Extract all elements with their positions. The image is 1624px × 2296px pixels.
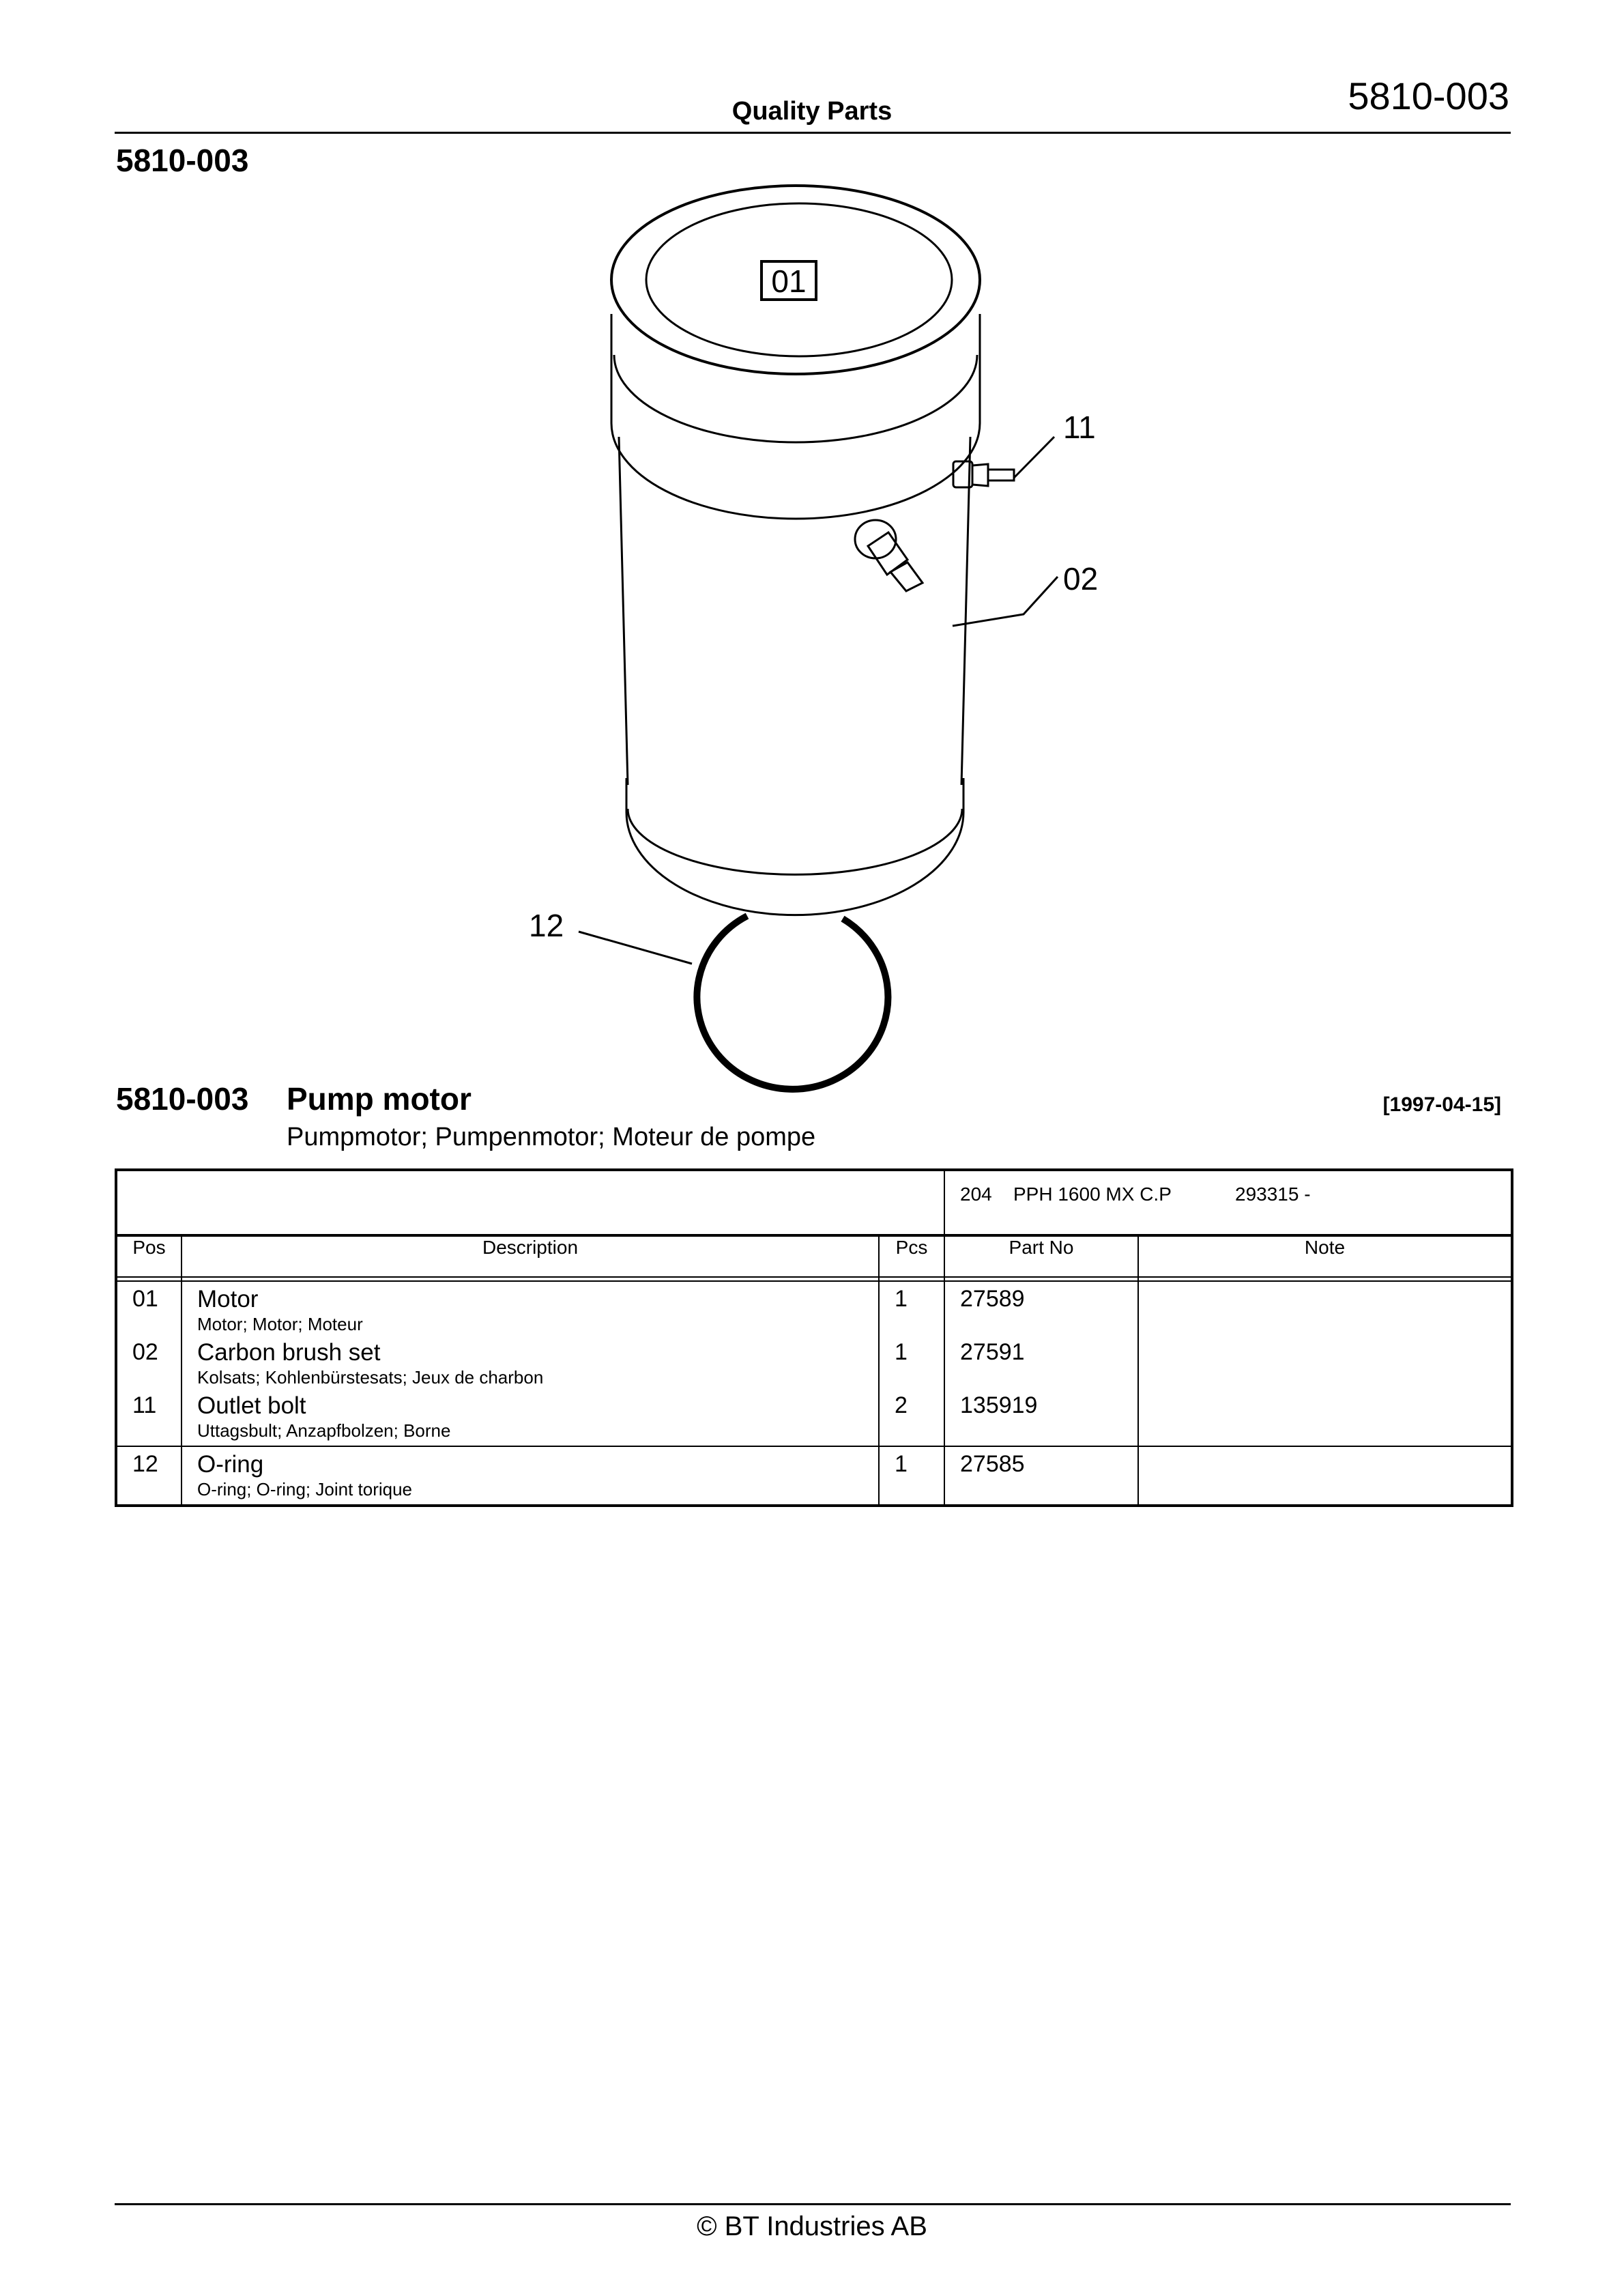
item-name: Outlet bolt bbox=[197, 1392, 306, 1419]
column-header-description: Description bbox=[182, 1235, 879, 1277]
item-note bbox=[1138, 1388, 1512, 1446]
table-row bbox=[116, 1388, 1512, 1446]
item-note bbox=[1138, 1281, 1512, 1335]
table-row bbox=[116, 1335, 1512, 1388]
callout-11: 11 bbox=[1063, 410, 1096, 445]
item-note bbox=[1138, 1335, 1512, 1388]
item-pcs: 1 bbox=[879, 1446, 944, 1506]
table-row bbox=[116, 1281, 1512, 1335]
item-name: O-ring bbox=[197, 1451, 264, 1478]
item-translations: Kolsats; Kohlenbürstesats; Jeux de charbon bbox=[197, 1367, 544, 1388]
page-code: 5810-003 bbox=[1348, 74, 1509, 117]
pump-motor-drawing bbox=[478, 174, 1099, 1061]
model-row bbox=[116, 1170, 1512, 1235]
item-pos: 01 bbox=[132, 1286, 158, 1312]
item-translations: Uttagsbult; Anzapfbolzen; Borne bbox=[197, 1420, 451, 1441]
column-header-pos: Pos bbox=[116, 1235, 182, 1277]
parts-table bbox=[115, 1168, 1513, 1507]
part-date: [1997-04-15] bbox=[1382, 1093, 1501, 1116]
item-note bbox=[1138, 1446, 1512, 1506]
item-name: Motor bbox=[197, 1286, 259, 1312]
document-header-title: Quality Parts bbox=[731, 97, 893, 126]
footer-copyright: © BT Industries AB bbox=[697, 2211, 927, 2241]
model-name: PPH 1600 MX C.P bbox=[1013, 1183, 1172, 1205]
table-row bbox=[116, 1446, 1512, 1506]
item-pos: 02 bbox=[132, 1339, 158, 1365]
table-header-row bbox=[116, 1235, 1512, 1277]
item-translations: O-ring; O-ring; Joint torique bbox=[197, 1479, 413, 1499]
item-pos: 11 bbox=[116, 1388, 182, 1446]
part-translations: Pumpmotor; Pumpenmotor; Moteur de pompe bbox=[287, 1123, 816, 1151]
item-part-no: 27591 bbox=[944, 1335, 1138, 1388]
part-name: Pump motor bbox=[287, 1081, 472, 1117]
model-info bbox=[944, 1170, 1512, 1235]
footer-rule bbox=[115, 2203, 1511, 2205]
part-code: 5810-003 bbox=[116, 1081, 249, 1117]
item-name: Carbon brush set bbox=[197, 1339, 381, 1366]
callout-02: 02 bbox=[1063, 561, 1099, 597]
item-pcs: 1 bbox=[879, 1335, 944, 1388]
model-number: 204 bbox=[960, 1183, 992, 1205]
column-header-pcs: Pcs bbox=[879, 1235, 944, 1277]
callout-01: 01 bbox=[771, 263, 807, 299]
header-rule bbox=[115, 132, 1511, 134]
item-pcs: 2 bbox=[879, 1388, 944, 1446]
item-part-no: 27589 bbox=[944, 1281, 1138, 1335]
item-translations: Motor; Motor; Moteur bbox=[197, 1314, 363, 1334]
column-header-part-no: Part No bbox=[944, 1235, 1138, 1277]
item-pos: 12 bbox=[132, 1451, 158, 1477]
callout-12: 12 bbox=[529, 908, 564, 943]
item-part-no: 27585 bbox=[944, 1446, 1138, 1506]
item-part-no: 135919 bbox=[944, 1388, 1138, 1446]
section-code: 5810-003 bbox=[116, 143, 249, 178]
model-serial: 293315 - bbox=[1235, 1183, 1311, 1205]
item-pcs: 1 bbox=[879, 1281, 944, 1335]
column-header-note: Note bbox=[1138, 1235, 1512, 1277]
